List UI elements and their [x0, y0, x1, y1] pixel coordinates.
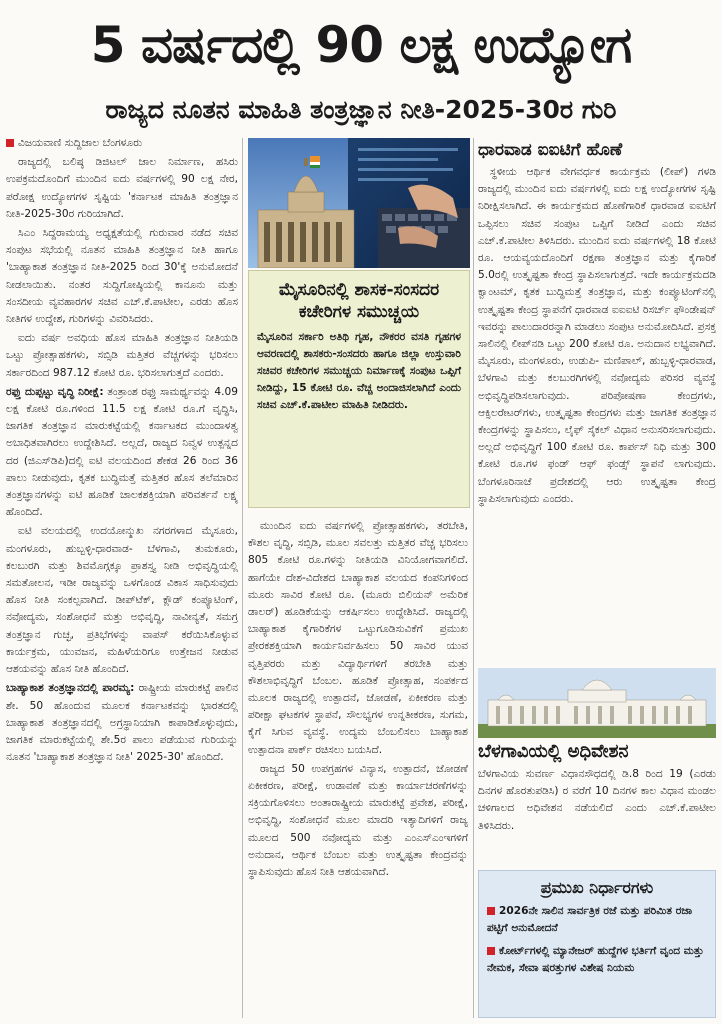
dharwad-section-title: ಧಾರವಾಡ ಐಐಟಿಗೆ ಹೊಣೆ [478, 140, 623, 160]
byline-marker-icon [6, 139, 14, 147]
column-divider [242, 138, 243, 1018]
box-title: ಮೈಸೂರಿನಲ್ಲಿ ಶಾಸಕ-ಸಂಸದರ ಕಚೇರಿಗಳ ಸಮುಚ್ಚಯ [278, 280, 440, 322]
article-column-1 [6, 135, 238, 1017]
headline: 5 ವರ್ಷದಲ್ಲಿ 90 ಲಕ್ಷ ಉದ್ಯೋಗ [90, 16, 632, 74]
paragraph: ಐದು ವರ್ಷ ಅವಧಿಯ ಹೊಸ ಮಾಹಿತಿ ತಂತ್ರಜ್ಞಾನ ನೀತಿಯಡಿ ಒಟ್ಟು ಪ್ರೋತ್ಸಾಹಕಗಳು, ಸಬ್ಸಿಡಿ ಮತ್ತಿತರ ವೆಚ್ಚಗಳನ್ನು ಭರಿಸಲು ಸರ್ಕಾರದಿಂದ 987.12 ಕೋಟಿ ರೂ. ಭರಿಸಲಾಗುತ್ತದೆ ಎಂದರು. [6, 332, 238, 379]
key-decision-item: 2026ನೇ ಸಾಲಿನ ಸಾರ್ವತ್ರಿಕ ರಜೆ ಮತ್ತು ಪರಿಮಿತ ರಜಾ ಪಟ್ಟಿಗೆ ಅನುಮೋದನೆ [487, 905, 693, 934]
paragraph: ಐಟಿ ವಲಯದಲ್ಲಿ ಉದಯೋನ್ಮುಖ ನಗರಗಳಾದ ಮೈಸೂರು, ಮಂಗಳೂರು, ಹುಬ್ಬಳ್ಳಿ-ಧಾರವಾಡ- ಬೆಳಗಾವಿ, ತುಮಕೂರು, ಕಲಬುರಗಿ ಮತ್ತು ಶಿವಮೊಗ್ಗಕ್ಕೂ ಪ್ರಾಶಸ್ತ್ಯ ನೀಡಿ ಅಭಿವೃದ್ಧಿಯಲ್ಲಿ ಸಮತೋಲನ, ಇಡೀ ರಾಜ್ಯವನ್ನು ಒಳಗೊಂಡ ವಿಕಾಸ ಸಾಧಿಸುವುದು ಹೊಸ ನೀತಿ ಸಂಕಲ್ಪವಾಗಿದೆ. ಡೀಪ್‌ಟೆಕ್, ಕ್ಲೌಡ್ ಕಂಪ್ಯೂಟಿಂಗ್, ನವೋದ್ಯಮ, ಸಂಶೋಧನೆ ಮತ್ತು ಅಭಿವೃದ್ಧಿ, ನಾವೀನ್ಯತೆ, ಸಮಗ್ರ ತಂತ್ರಜ್ಞಾನ ಗುಚ್ಛ, ಪ್ರತಿಭೆಗಳನ್ನು ವಾಪಸ್ ಕರೆಯಿಸಿಕೊಳ್ಳುವ ಕಾರ್ಯಕ್ರಮ, ಯುವಜನ, ಮಹಿಳೆಯರಿಗೂ ಉತ್ತೇಜನ ನೀಡುವ ಆಶಯವನ್ನು ಹೊಸ ನೀತಿ ಹೊಂದಿದೆ. [6, 525, 238, 676]
paragraph: ಮುಂದಿನ ಐದು ವರ್ಷಗಳಲ್ಲಿ ಪ್ರೋತ್ಸಾಹಕಗಳು, ತರಬೇತಿ, ಕೌಶಲ ವೃದ್ಧಿ, ಸಬ್ಸಿಡಿ, ಮೂಲ ಸವಲತ್ತು ಮತ್ತಿತರ ವೆಚ್ಚ ಭರಿಸಲು 805 ಕೋಟಿ ರೂ.ಗಳನ್ನು ನೀತಿಯಡಿ ವಿನಿಯೋಗವಾಗಲಿದೆ. ಹಾಗೆಯೇ ದೇಶ-ವಿದೇಶದ ಬಾಹ್ಯಾಕಾಶ ವಲಯದ ಕಂಪನಿಗಳಿಂದ ಮೂರು ಸಾವಿರ ಕೋಟಿ ರೂ. (ಮೂರು ಬಿಲಿಯನ್ ಅಮೆರಿಕ ಡಾಲರ್) ಹೂಡಿಕೆಯನ್ನು ಆಕರ್ಷಿಸಲು ಉದ್ದೇಶಿಸಿದೆ. ರಾಜ್ಯದಲ್ಲಿ ಬಾಹ್ಯಾಕಾಶ ಕೈಗಾರಿಕೆಗಳ ಒಟ್ಟುಗೂಡಿಸುವಿಕೆಗೆ ಪ್ರಮುಖ ಪ್ರೇರಕಶಕ್ತಿಯಾಗಿ ಕಾರ್ಯನಿರ್ವಹಿಸಲು 50 ಸಾವಿರ ಯುವ ವೃತ್ತಿಪರರು ಮತ್ತು ವಿದ್ಯಾರ್ಥಿಗಳಿಗೆ ತರಬೇತಿ ಮತ್ತು ಕೌಶಲಾಭಿವೃದ್ಧಿಗೆ ಬೆಂಬಲ. ಹೂಡಿಕೆ ಪ್ರೋತ್ಸಾಹ, ಸಂಪರ್ಕದ ಮೂಲಕ ರಾಜ್ಯದಲ್ಲಿ ಉತ್ಪಾದನೆ, ಜೋಡಣೆ, ಏಕೀಕರಣ ಮತ್ತು ಪರೀಕ್ಷಾ ಘಟಕಗಳ ಸ್ಥಾಪನೆ, ಸೌಲಭ್ಯಗಳ ಉನ್ನತೀಕರಣ, ಸುಗಮ, ಕೈಗೆ ಸಿಗುವ ವ್ಯವಸ್ಥೆ. ಉದ್ಯಮ ಬೆಂಬಲಿಸಲು ಬಾಹ್ಯಾಕಾಶ ಉತ್ಪಾದನಾ ಪಾರ್ಕ್ ರಚಿಸಲು ಬಯಸಿದೆ. [248, 520, 468, 756]
vidhana-soudha-photo [248, 138, 470, 268]
paragraph: ರಫ್ತು ದುಪ್ಪಟ್ಟು ವೃದ್ಧಿ ನಿರೀಕ್ಷೆ: ತಂತ್ರಾಂಶ ರಫ್ತು ಸಾಮರ್ಥ್ಯವನ್ನು 4.09 ಲಕ್ಷ ಕೋಟಿ ರೂ.ಗಳಿಂದ 11.5 ಲಕ್ಷ ಕೋಟಿ ರೂ.ಗೆ ವೃದ್ಧಿಸಿ, ಜಾಗತಿಕ ತಂತ್ರಜ್ಞಾನ ಮಾರುಕಟ್ಟೆಯಲ್ಲಿ ಕರ್ನಾಟಕದ ಮುಂದಾಳತ್ವ ಅಬಾಧಿತವಾಗಿರಲು ಉದ್ದೇಶಿಸಿದೆ. ಅಲ್ಲದೆ, ರಾಜ್ಯದ ನಿವ್ವಳ ಉತ್ಪನ್ನದ ದರ (ಜಿಎಸ್‌ಡಿಪಿ)ದಲ್ಲಿ ಐಟಿ ವಲಯದಿಂದ ಶೇಕಡ 26 ರಿಂದ 36 ಪಾಲು ನೀಡುವುದು, ಕೃತಕ ಬುದ್ಧಿಮತ್ತೆ ಮತ್ತಿತರ ಹೊಸ ತಲೆಮಾರಿನ ತಂತ್ರಜ್ಞಾನಗಳನ್ನು ಐಟಿ ಹೂಡಿಕೆ ಚಾಲಕಶಕ್ತಿಯಾಗಿ ಪರಿವರ್ತನೆ ಲಕ್ಷ್ಯ ಹೊಂದಿದೆ. [6, 385, 238, 519]
paragraph: ಸ್ಥಳೀಯ ಆರ್ಥಿಕ ವೇಗವರ್ಧಕ ಕಾರ್ಯಕ್ರಮ (ಲೀಪ್) ಗಳಡಿ ರಾಜ್ಯದಲ್ಲಿ ಮುಂದಿನ ಐದು ವರ್ಷಗಳಲ್ಲಿ ಐದು ಲಕ್ಷ ಉದ್ಯೋಗಗಳ ಸೃಷ್ಟಿ ನಿರೀಕ್ಷಿಸಲಾಗಿದೆ. ಈ ಕಾರ್ಯಕ್ರಮದ ಹೊಣೆಗಾರಿಕೆ ಧಾರವಾಡ ಐಐಟಿಗೆ ಒಪ್ಪಿಸಲು ಸಚಿವ ಸಂಪುಟ ಒಪ್ಪಿಗೆ ನೀಡಿದೆ ಎಂದು ಸಚಿವ ಎಚ್.ಕೆ.ಪಾಟೀಲ ತಿಳಿಸಿದರು. ಮುಂದಿನ ಐದು ವರ್ಷಗಳಲ್ಲಿ 18 ಕೋಟಿ ರೂ. ಆಯವ್ಯಯದೊಂದಿಗೆ ರಕ್ಷಣಾ ತಂತ್ರಜ್ಞಾನ ಮತ್ತು ಕೈಗಾರಿಕೆ 5.0ರಲ್ಲಿ ಉತ್ಕೃಷ್ಟತಾ ಕೇಂದ್ರ ಸ್ಥಾಪಿಸಲಾಗುತ್ತದೆ. ಇದೇ ಕಾರ್ಯಕ್ರಮದಡಿ ಕ್ವಾಂಟಮ್, ಕೃತಕ ಬುದ್ಧಿಮತ್ತೆ ತಂತ್ರಜ್ಞಾನ, ಮತ್ತು ಕಂಪ್ಯೂಟಿಂಗ್‌ನಲ್ಲಿ ಉತ್ಕೃಷ್ಟತಾ ಕೇಂದ್ರ ಸ್ಥಾಪನೆಗೆ ಧಾರವಾಡ ಐಐಐಟಿ ರಿಸರ್ಚ್ ಫೌಂಡೇಷನ್ ಇವರನ್ನು ಪಾಲುದಾರರನ್ನಾಗಿ ಮಾಡಲು ಸಂಪುಟ ಅನುಮೋದಿಸಿದೆ. ಪ್ರಸಕ್ತ ಸಾಲಿನಲ್ಲಿ ಲೀಪ್‌ನಡಿ ಒಟ್ಟು 200 ಕೋಟಿ ರೂ. ಅನುದಾನ ಲಭ್ಯವಾಗಿದೆ. ಮೈಸೂರು, ಮಂಗಳೂರು, ಉಡುಪಿ- ಮಣಿಪಾಲ್, ಹುಬ್ಬಳ್ಳಿ-ಧಾರವಾಡ, ಬೆಳಗಾವಿ ಮತ್ತು ಕಲಬುರಗಿಗಳಲ್ಲಿ ನವೋದ್ಯಮ ಪರಿಸರ ವ್ಯವಸ್ಥೆ ಅಭಿವೃದ್ಧಿಪಡಿಸಲಾಗುವುದು. ಪರಿಪೋಷಣಾ ಕೇಂದ್ರಗಳು, ಆಕ್ಸಿಲರೇಟರ್‌ಗಳು, ಉತ್ಕೃಷ್ಟತಾ ಕೇಂದ್ರಗಳು ಮತ್ತು ಜಾಗತಿಕ ತಂತ್ರಜ್ಞಾನ ಕೇಂದ್ರಗಳನ್ನು ಸ್ಥಾಪಿಸಲು, ಲೈಫ್ ಸೈಕಲ್ ವಿಧಾನ ಅನುಸರಿಸಲಾಗುವುದು. ಅಲ್ಲದೆ ಅಭಿವೃದ್ಧಿಗೆ 100 ಕೋಟಿ ರೂ. ಕಾರ್ಪಸ್ ನಿಧಿ ಮತ್ತು 300 ಕೋಟಿ ರೂ.ಗಳ ಫಂಡ್ ಆಫ್ ಫಂಡ್ಸ್ ಸ್ಥಾಪನೆ ಲಾಗುವುದು. ಬೆಂಗಳೂರಿನಾಚೆ ಪ್ರದೇಶದಲ್ಲಿ ಆರು ಉತ್ಕೃಷ್ಟತಾ ಕೇಂದ್ರ ಸ್ಥಾಪಿಸಲಾಗುವುದು ಎಂದರು. [478, 166, 716, 505]
paragraph: ಸಿಎಂ ಸಿದ್ದರಾಮಯ್ಯ ಅಧ್ಯಕ್ಷತೆಯಲ್ಲಿ ಗುರುವಾರ ನಡೆದ ಸಚಿವ ಸಂಪುಟ ಸಭೆಯಲ್ಲಿ ನೂತನ ಮಾಹಿತಿ ತಂತ್ರಜ್ಞಾನ ನೀತಿ ಹಾಗೂ 'ಬಾಹ್ಯಾಕಾಶ ತಂತ್ರಜ್ಞಾನ ನೀತಿ-2025 ರಿಂದ 30'ಕ್ಕೆ ಅನುಮೋದನೆ ನೀಡಲಾಯಿತು. ನಂತರ ಸುದ್ದಿಗೋಷ್ಠಿಯಲ್ಲಿ ಕಾನೂನು ಮತ್ತು ಸಂಸದೀಯ ವ್ಯವಹಾರಗಳ ಸಚಿವ ಎಚ್.ಕೆ.ಪಾಟೀಲ, ಎರಡು ಹೊಸ ನೀತಿಗಳ ಉದ್ದೇಶ, ಗುರಿಗಳನ್ನು ವಿವರಿಸಿದರು. [6, 227, 238, 326]
belagavi-text [478, 766, 716, 866]
subheading: ಬಾಹ್ಯಾಕಾಶ ತಂತ್ರಜ್ಞಾನದಲ್ಲಿ ಪಾರಮ್ಯ: [6, 682, 135, 695]
byline: ವಿಜಯವಾಣಿ ಸುದ್ದಿಜಾಲ ಬೆಂಗಳೂರು [6, 135, 238, 152]
key-decisions-title: ಪ್ರಮುಖ ನಿರ್ಧಾರಗಳು [540, 878, 654, 897]
paragraph: ರಾಜ್ಯದಲ್ಲಿ ಬಲಿಷ್ಠ ಡಿಜಿಟಲ್ ಜಾಲ ನಿರ್ಮಾಣ, ಹಸಿರು ಉಪಕ್ರಮದೊಂದಿಗೆ ಮುಂದಿನ ಐದು ವರ್ಷಗಳಲ್ಲಿ 90 ಲಕ್ಷ ನೇರ, ಪರೋಕ್ಷ ಉದ್ಯೋಗಗಳ ಸೃಷ್ಟಿಯ 'ಕರ್ನಾಟಕ ಮಾಹಿತಿ ತಂತ್ರಜ್ಞಾನ ನೀತಿ-2025-30ರ ಗುರಿಯಾಗಿದೆ. [6, 156, 238, 220]
key-decisions-box [478, 870, 716, 1018]
article-column-2 [248, 518, 468, 1018]
bullet-icon [487, 947, 495, 955]
article-column-3 [478, 138, 716, 638]
column-divider [473, 138, 474, 1018]
paragraph: ಬಾಹ್ಯಾಕಾಶ ತಂತ್ರಜ್ಞಾನದಲ್ಲಿ ಪಾರಮ್ಯ: ರಾಷ್ಟ್ರೀಯ ಮಾರುಕಟ್ಟೆ ಪಾಲಿನ ಶೇ. 50 ಹೊಂದುವ ಮೂಲಕ ಕರ್ನಾಟಕವನ್ನು ಭಾರತದಲ್ಲಿ ಬಾಹ್ಯಾಕಾಶ ತಂತ್ರಜ್ಞಾನದಲ್ಲಿ ಅಗ್ರಸ್ಥಾನಿಯಾಗಿ ಕಾಪಾಡಿಕೊಳ್ಳುವುದು, ಜಾಗತಿಕ ಮಾರುಕಟ್ಟೆಯಲ್ಲಿ ಶೇ.5ರ ಪಾಲು ಪಡೆಯುವ ಗುರಿಯನ್ನು ನೂತನ 'ಬಾಹ್ಯಾಕಾಶ ತಂತ್ರಜ್ಞಾನ ನೀತಿ' 2025-30' ಹೊಂದಿದೆ. [6, 682, 238, 764]
mysuru-box [248, 270, 470, 508]
paragraph: ರಾಜ್ಯದ 50 ಉಪಗ್ರಹಗಳ ವಿನ್ಯಾಸ, ಉತ್ಪಾದನೆ, ಜೋಡಣೆ ಏಕೀಕರಣ, ಪರೀಕ್ಷೆ, ಉಡಾವಣೆ ಮತ್ತು ಕಾರ್ಯಾಚರಣೆಗಳನ್ನು ಸಕ್ರಿಯಗೊಳಿಸಲು ಅಂತಾರಾಷ್ಟ್ರೀಯ ಮಾರುಕಟ್ಟೆ ಪ್ರವೇಶ, ಪರೀಕ್ಷೆ, ಅಭಿವೃದ್ಧಿ, ಸಂಶೋಧನೆ ಮೂಲ ಮಾದರಿ ಇತ್ಯಾದಿಗಳಿಗೆ ರಾಜ್ಯ ಮೂಲದ 500 ನವೋದ್ಯಮ ಮತ್ತು ಎಂಎಸ್‌ಎಂಇಗಳಿಗೆ ಅನುದಾನ, ಆರ್ಥಿಕ ಬೆಂಬಲ ಮತ್ತು ಉತ್ಕೃಷ್ಟತಾ ಕೇಂದ್ರವನ್ನು ಸ್ಥಾಪಿಸುವುದು ಹೊಸ ನೀತಿ ಆಶಯವಾಗಿದೆ. [248, 762, 468, 879]
box-text: ಮೈಸೂರಿನ ಸರ್ಕಾರಿ ಅತಿಥಿ ಗೃಹ, ನೌಕರರ ವಸತಿ ಗೃಹಗಳ ಆವರಣದಲ್ಲಿ ಶಾಸಕರು-ಸಂಸದರು ಹಾಗೂ ಜಿಲ್ಲಾ ಉಸ್ತುವಾರಿ ಸಚಿವರ ಕಚೇರಿಗಳ ಸಮುಚ್ಚಯ ನಿರ್ಮಾಣಕ್ಕೆ ಸಂಪುಟ ಒಪ್ಪಿಗೆ ನೀಡಿದ್ದು, 15 ಕೋಟಿ ರೂ. ವೆಚ್ಚ ಅಂದಾಜಿಸಲಾಗಿದೆ ಎಂದು ಸಚಿವ ಎಚ್.ಕೆ.ಪಾಟೀಲ ಮಾಹಿತಿ ನೀಡಿದರು. [257, 331, 461, 411]
belagavi-section-title: ಬೆಳಗಾವಿಯಲ್ಲಿ ಅಧಿವೇಶನ [478, 741, 629, 762]
subheadline: ರಾಜ್ಯದ ನೂತನ ಮಾಹಿತಿ ತಂತ್ರಜ್ಞಾನ ನೀತಿ-2025-30ರ ಗುರಿ [105, 95, 617, 124]
suvarna-soudha-photo [478, 668, 716, 738]
paragraph: ಬೆಳಗಾವಿಯ ಸುವರ್ಣ ವಿಧಾನಸೌಧದಲ್ಲಿ ಡಿ.8 ರಿಂದ 19 (ಎರಡು ದಿನಗಳ ಹೊರತುಪಡಿಸಿ) ರ ವರೆಗೆ 10 ದಿನಗಳ ಕಾಲ ವಿಧಾನ ಮಂಡಲ ಚಳಿಗಾಲದ ಅಧಿವೇಶನ ನಡೆಯಲಿದೆ ಎಂದು ಎಚ್.ಕೆ.ಪಾಟೀಲ ತಿಳಿಸಿದರು. [478, 768, 716, 832]
subheading: ರಫ್ತು ದುಪ್ಪಟ್ಟು ವೃದ್ಧಿ ನಿರೀಕ್ಷೆ: [6, 385, 104, 398]
bullet-icon [487, 907, 495, 915]
key-decision-item: ಕೋರ್ಟ್‌ಗಳಲ್ಲಿ ಮ್ಯಾನೇಜರ್ ಹುದ್ದೆಗಳ ಭರ್ತಿಗೆ ವೃಂದ ಮತ್ತು ನೇಮಕ, ಸೇವಾ ಷರತ್ತುಗಳ ವಿಶೇಷ ನಿಯಮ [487, 945, 704, 974]
